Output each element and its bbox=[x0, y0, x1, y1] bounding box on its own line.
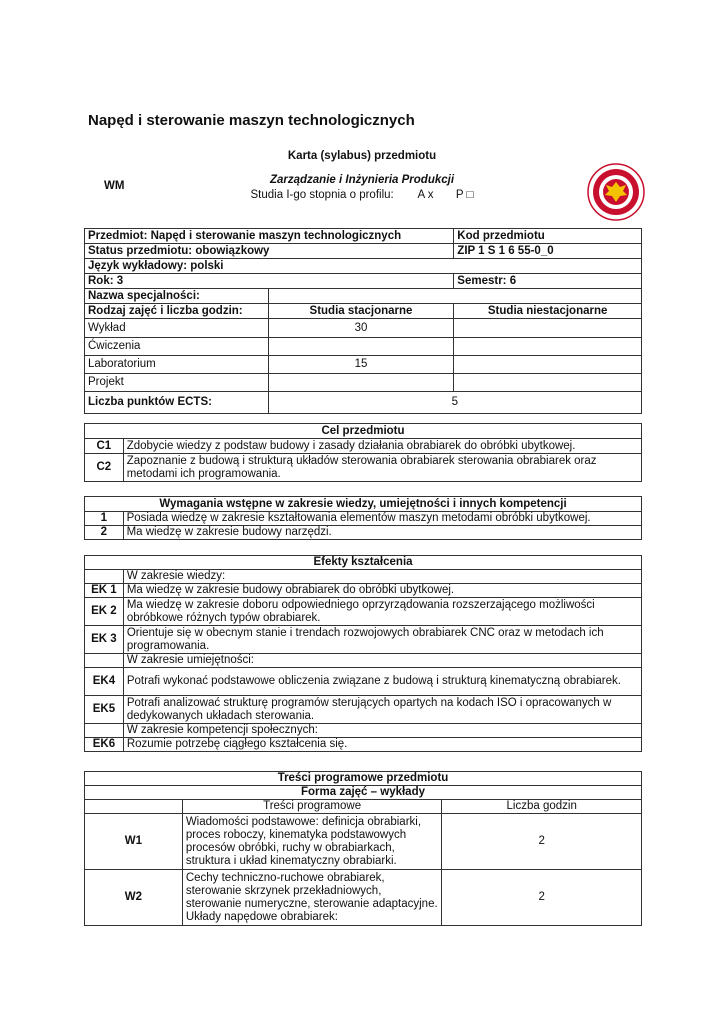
year-cell: Rok: 3 bbox=[85, 274, 454, 289]
parttime-hours bbox=[454, 356, 642, 374]
lecture-hours: 2 bbox=[442, 870, 642, 926]
profile-a: A x bbox=[417, 189, 434, 201]
outcome-code: EK 1 bbox=[85, 584, 124, 598]
table-row bbox=[85, 626, 642, 654]
university-emblem-icon bbox=[587, 163, 645, 221]
subject-cell: Przedmiot: Napęd i sterowanie maszyn technologicznych bbox=[85, 229, 454, 244]
table-row bbox=[85, 338, 642, 356]
content-column-header: Treści programowe bbox=[182, 800, 442, 814]
table-row bbox=[85, 526, 642, 540]
content-header: Treści programowe przedmiotu bbox=[85, 772, 642, 786]
prerequisite-code: 1 bbox=[85, 512, 124, 526]
fulltime-hours: 15 bbox=[268, 356, 454, 374]
lecture-form-header: Forma zajęć – wykłady bbox=[85, 786, 642, 800]
prerequisite-code: 2 bbox=[85, 526, 124, 540]
fulltime-hours bbox=[268, 338, 454, 356]
table-row bbox=[85, 374, 642, 392]
study-profile bbox=[232, 189, 492, 201]
outcome-code: EK5 bbox=[85, 696, 124, 724]
goals-header: Cel przedmiotu bbox=[85, 424, 642, 439]
specialization-cell: Nazwa specjalności: bbox=[85, 289, 269, 304]
outcome-text: Potrafi analizować strukturę programów sterujących opartych na kodach ISO i opracowanych w dedykowanych układach sterowania. bbox=[123, 696, 641, 724]
class-type: Ćwiczenia bbox=[85, 338, 269, 356]
outcome-code: EK 2 bbox=[85, 598, 124, 626]
outcome-text: Potrafi wykonać podstawowe obliczenia związane z budową i strukturą kinematyczną obrabiarek. bbox=[123, 668, 641, 696]
status-cell: Status przedmiotu: obowiązkowy bbox=[85, 244, 454, 259]
language-cell: Język wykładowy: polski bbox=[85, 259, 642, 274]
outcome-text: Ma wiedzę w zakresie doboru odpowiedniego oprzyrządowania rozszerzającego możliwości obróbkowe różnych typów obrabiarek. bbox=[123, 598, 641, 626]
ects-value: 5 bbox=[268, 392, 641, 414]
profile-label: Studia I-go stopnia o profilu: bbox=[250, 189, 394, 201]
competences-section-label: W zakresie kompetencji społecznych: bbox=[123, 724, 641, 738]
course-content-table bbox=[84, 771, 642, 926]
table-row bbox=[85, 584, 642, 598]
table-row bbox=[85, 319, 642, 338]
prerequisites-header: Wymagania wstępne w zakresie wiedzy, umiejętności i innych kompetencji bbox=[85, 497, 642, 512]
classes-label-cell: Rodzaj zajęć i liczba godzin: bbox=[85, 304, 269, 319]
goal-code: C1 bbox=[85, 439, 124, 454]
table-row bbox=[85, 512, 642, 526]
table-row bbox=[85, 439, 642, 454]
code-label-cell: Kod przedmiotu bbox=[454, 229, 642, 244]
table-row bbox=[85, 696, 642, 724]
profile-p: P □ bbox=[455, 189, 474, 201]
prerequisite-text: Posiada wiedzę w zakresie kształtowania elementów maszyn metodami obróbki ubytkowej. bbox=[123, 512, 641, 526]
fulltime-hours: 30 bbox=[268, 319, 454, 338]
skills-section-label: W zakresie umiejętności: bbox=[123, 654, 641, 668]
lecture-content: Wiadomości podstawowe: definicja obrabiarki, proces roboczy, kinematyka podstawowych procesów obróbki, ruchy w obrabiarkach, struktura i układ kinematyczny obrabiarki. bbox=[182, 814, 442, 870]
fulltime-hours bbox=[268, 374, 454, 392]
outcome-text: Ma wiedzę w zakresie budowy obrabiarek do obróbki ubytkowej. bbox=[123, 584, 641, 598]
table-row bbox=[85, 668, 642, 696]
parttime-hours bbox=[454, 374, 642, 392]
outcome-code: EK6 bbox=[85, 738, 124, 752]
goal-text: Zapoznanie z budową i strukturą układów sterowania obrabiarek sterowania obrabiarek oraz metodami ich programowania. bbox=[123, 454, 641, 482]
lecture-code: W2 bbox=[85, 870, 183, 926]
code-cell: ZIP 1 S 1 6 55-0_0 bbox=[454, 244, 642, 259]
outcome-code: EK4 bbox=[85, 668, 124, 696]
semester-cell: Semestr: 6 bbox=[454, 274, 642, 289]
table-row bbox=[85, 598, 642, 626]
table-row bbox=[85, 814, 642, 870]
class-type: Wykład bbox=[85, 319, 269, 338]
table-row bbox=[85, 738, 642, 752]
table-row bbox=[85, 356, 642, 374]
syllabus-label: Karta (sylabus) przedmiotu bbox=[287, 150, 437, 162]
parttime-hours bbox=[454, 319, 642, 338]
goal-code: C2 bbox=[85, 454, 124, 482]
outcome-text: Rozumie potrzebę ciągłego kształcenia się. bbox=[123, 738, 641, 752]
ects-label-cell: Liczba punktów ECTS: bbox=[85, 392, 269, 414]
table-row bbox=[85, 454, 642, 482]
course-goals-table bbox=[84, 423, 642, 482]
outcomes-header: Efekty kształcenia bbox=[85, 556, 642, 570]
hours-column-header: Liczba godzin bbox=[442, 800, 642, 814]
parttime-header: Studia niestacjonarne bbox=[454, 304, 642, 319]
prerequisite-text: Ma wiedzę w zakresie budowy narzędzi. bbox=[123, 526, 641, 540]
lecture-hours: 2 bbox=[442, 814, 642, 870]
class-type: Laboratorium bbox=[85, 356, 269, 374]
table-row bbox=[85, 870, 642, 926]
outcome-text: Orientuje się w obecnym stanie i trendach rozwojowych obrabiarek CNC oraz w metodach ich programowania. bbox=[123, 626, 641, 654]
lecture-content: Cechy techniczno-ruchowe obrabiarek, sterowanie skrzynek przekładniowych, sterowanie numeryczne, sterowanie adaptacyjne. Układy napędowe obrabiarek: bbox=[182, 870, 442, 926]
specialization-value bbox=[268, 289, 641, 304]
goal-text: Zdobycie wiedzy z podstaw budowy i zasady działania obrabiarek do obróbki ubytkowej. bbox=[123, 439, 641, 454]
prerequisites-table bbox=[84, 496, 642, 540]
fulltime-header: Studia stacjonarne bbox=[268, 304, 454, 319]
page-title: Napęd i sterowanie maszyn technologicznych bbox=[88, 112, 415, 129]
class-type: Projekt bbox=[85, 374, 269, 392]
course-info-table bbox=[84, 228, 642, 414]
knowledge-section-label: W zakresie wiedzy: bbox=[123, 570, 641, 584]
lecture-code: W1 bbox=[85, 814, 183, 870]
field-of-study: Zarządzanie i Inżynieria Produkcji bbox=[269, 174, 455, 186]
parttime-hours bbox=[454, 338, 642, 356]
learning-outcomes-table bbox=[84, 555, 642, 752]
unit-label: WM bbox=[104, 180, 125, 192]
outcome-code: EK 3 bbox=[85, 626, 124, 654]
